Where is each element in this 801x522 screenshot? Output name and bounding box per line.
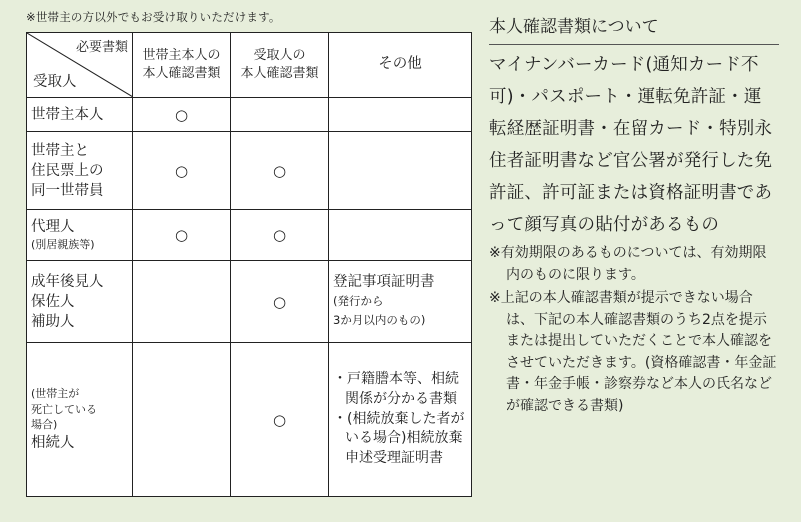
row-label: 代理人 (別居親族等)	[27, 210, 133, 261]
id-documents-panel	[489, 12, 779, 417]
other-requirement: 登記事項証明書 (発行から 3か月以内のもの)	[329, 261, 472, 343]
row-label: 世帯主と 住民票上の 同一世帯員	[27, 132, 133, 210]
header-recipient: 受取人	[33, 74, 77, 91]
panel-note: ※有効期限のあるものについては、有効期限内のものに限ります。	[489, 245, 767, 283]
header-required-docs: 必要書類	[75, 40, 128, 55]
circle-mark: ○	[231, 261, 329, 343]
circle-mark: ○	[231, 343, 329, 497]
row-label: 成年後見人 保佐人 補助人	[27, 261, 133, 343]
other-requirement	[329, 343, 472, 497]
document-requirements-table	[26, 32, 472, 497]
table-row	[27, 343, 472, 497]
panel-body: マイナンバーカード(通知カード不可)・パスポート・運転免許証・運転経歴証明書・在留カード・特別永住者証明書など官公署が発行した免許証、許可証または資格証明書であって顔写真の貼付があるもの	[489, 55, 773, 235]
row-label: (世帯主が 死亡している 場合) 相続人	[27, 343, 133, 497]
table-row	[27, 132, 472, 210]
header-other: その他	[329, 33, 472, 98]
header-householder-id: 世帯主本人の 本人確認書類	[133, 33, 231, 98]
circle-mark: ○	[133, 210, 231, 261]
table-row	[27, 261, 472, 343]
circle-mark: ○	[133, 98, 231, 132]
panel-title: 本人確認書類について	[489, 12, 779, 45]
table-header-row	[27, 33, 472, 98]
table-row	[27, 210, 472, 261]
diagonal-header-cell	[27, 33, 133, 98]
circle-mark: ○	[133, 132, 231, 210]
top-note: ※世帯主の方以外でもお受け取りいただけます。	[26, 10, 281, 24]
list-item: ・(相続放棄した者がいる場合)相続放棄申述受理証明書	[333, 410, 465, 467]
table-row	[27, 98, 472, 132]
row-label: 世帯主本人	[27, 98, 133, 132]
circle-mark: ○	[231, 132, 329, 210]
header-recipient-id: 受取人の 本人確認書類	[231, 33, 329, 98]
panel-note: ※上記の本人確認書類が提示できない場合は、下記の本人確認書類のうち2点を提示または提出していただくことで本人確認をさせていただきます。(資格確認書・年金証書・年金手帳・診察券など本人の氏名などが確認できる書類)	[489, 290, 777, 414]
list-item: ・戸籍謄本等、相続関係が分かる書類	[333, 370, 459, 407]
circle-mark: ○	[231, 210, 329, 261]
